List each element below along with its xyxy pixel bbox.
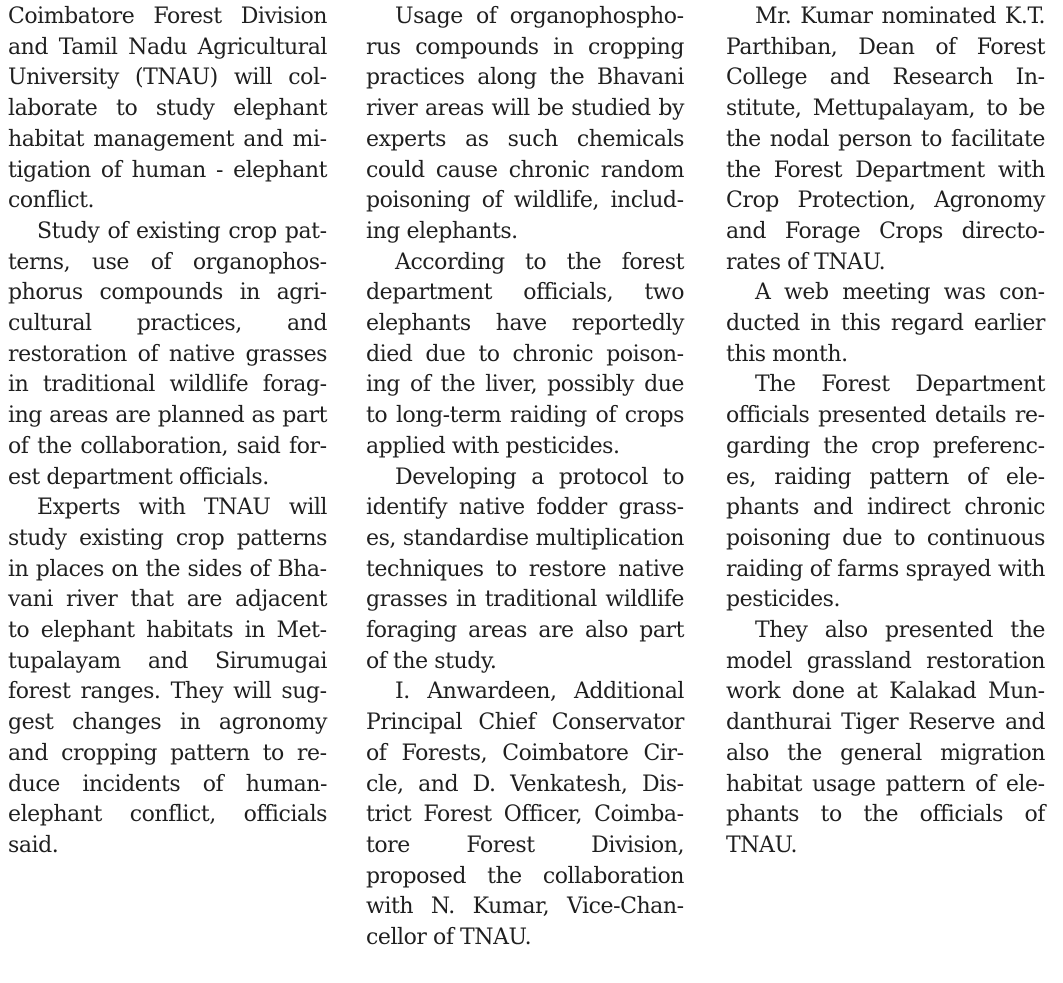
paragraph: Usage of organophosphorus compounds in cropping practices along the Bhavani river areas will be studied by experts as such chemicals could cause chronic random poisoning of wildlife, including elephants. — [366, 4, 684, 244]
paragraph: Developing a protocol to identify native fodder grasses, standardise multiplication techniques to restore native grasses in traditional wildlife foraging areas are also part of the study. — [366, 464, 684, 674]
paragraph: Mr. Kumar nominated K.T. Parthiban, Dean of Forest College and Research Institute, Mettupalayam, to be the nodal person to facilitate the Forest Department with Crop Protection, Agronomy and Forage Crops directorates of TNAU. — [726, 4, 1045, 275]
paragraph: Coimbatore Forest Division and Tamil Nadu Agricultural University (TNAU) will collaborate to study elephant habitat management and mitigation of human - elephant conflict. — [8, 4, 327, 214]
paragraph: Experts with TNAU will study existing crop patterns in places on the sides of Bhavani river that are adjacent to elephant habitats in Mettupalayam and Sirumugai forest ranges. They will suggest changes in agronomy and cropping pattern to reduce incidents of human-elephant conflict, officials said. — [8, 495, 327, 858]
paragraph: The Forest Department officials presented details regarding the crop preferences, raiding pattern of elephants and indirect chronic poisoning due to continuous raiding of farms sprayed with pesticides. — [726, 372, 1045, 613]
paragraph: A web meeting was conducted in this regard earlier this month. — [726, 280, 1045, 367]
article-column-3 — [726, 2, 1045, 862]
paragraph: According to the forest department officials, two elephants have reportedly died due to chronic poisoning of the liver, possibly due to long-term raiding of crops applied with pesticides. — [366, 249, 684, 459]
article-column-1 — [8, 2, 327, 862]
paragraph: Study of existing crop patterns, use of organophosphorus compounds in agricultural practices, and restoration of native grasses in traditional wildlife foraging areas are planned as part of the collaboration, said forest department officials. — [8, 218, 327, 490]
paragraph: They also presented the model grassland restoration work done at Kalakad Mundanthurai Tiger Reserve and also the general migration habitat usage pattern of elephants to the officials of TNAU. — [726, 618, 1045, 858]
paragraph: I. Anwardeen, Additional Principal Chief Conservator of Forests, Coimbatore Circle, and D. Venkatesh, District Forest Officer, Coimbatore Forest Division, proposed the collaboration with N. Kumar, Vice-Chancellor of TNAU. — [366, 679, 684, 951]
article-column-2 — [366, 2, 684, 954]
